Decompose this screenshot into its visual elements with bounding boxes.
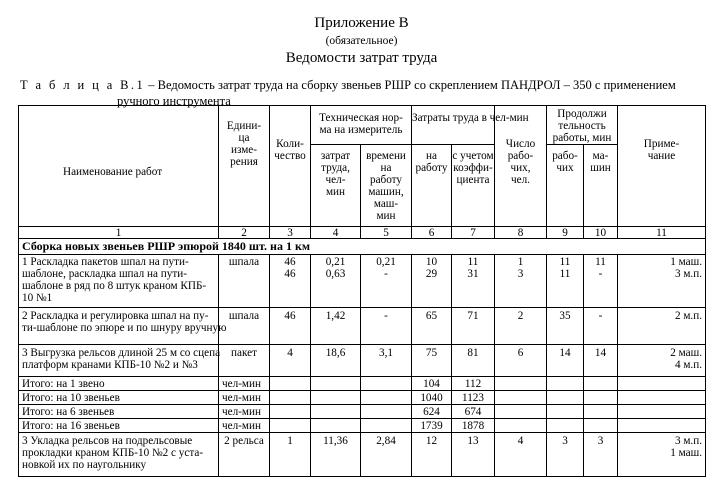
note-cell: 3 м.п. 1 маш. xyxy=(670,435,702,459)
norm-machine-cell: 3,1 xyxy=(379,347,393,359)
labor-coef-cell: 112 xyxy=(464,378,482,390)
unit-cell: шпала xyxy=(228,310,260,322)
col-number: 7 xyxy=(470,227,476,239)
labor-coef-cell: 13 xyxy=(467,435,479,447)
labor-work-cell: 12 xyxy=(425,435,438,447)
col-header-duration-machines: ма- шин xyxy=(590,150,611,174)
appendix-title: Приложение В xyxy=(314,15,409,31)
labor-coef-cell: 11 31 xyxy=(467,256,479,280)
col-number: 10 xyxy=(594,227,607,239)
norm-machine-cell: 2,84 xyxy=(376,435,396,447)
labor-work-cell: 65 xyxy=(425,310,438,322)
qty-cell: 46 46 xyxy=(284,256,296,280)
note-cell: 1 маш. 3 м.п. xyxy=(670,256,702,280)
duration-machines-cell: 3 xyxy=(597,435,604,447)
norm-labor-cell: 1,42 xyxy=(325,310,346,322)
labor-work-cell: 624 xyxy=(423,406,440,418)
labor-work-cell: 75 xyxy=(425,347,438,359)
qty-cell: 46 xyxy=(284,310,296,322)
unit-cell: шпала xyxy=(228,256,260,268)
duration-workers-cell: 11 11 xyxy=(559,256,571,280)
workers-cell: 2 xyxy=(517,310,524,322)
col-header-labor-group: Затраты труда в чел-мин xyxy=(412,112,529,124)
total-unit: чел-мин xyxy=(222,392,261,404)
labor-coef-cell: 71 xyxy=(467,310,479,322)
total-unit: чел-мин xyxy=(222,420,261,432)
unit-cell: пакет xyxy=(231,347,257,359)
norm-labor-cell: 11,36 xyxy=(323,435,348,447)
qty-cell: 1 xyxy=(287,435,293,447)
col-header-workers: Число рабо- чих, чел. xyxy=(505,138,536,186)
labor-coef-cell: 1878 xyxy=(461,420,485,432)
col-header-name: Наименование работ xyxy=(63,166,163,178)
appendix-status: (обязательное) xyxy=(325,35,398,47)
work-name: 3 Укладка рельсов на подрельсовые прокладки краном КПБ-10 №2 с уста- новкой их по наугольнику xyxy=(22,435,204,471)
total-label: Итого: на 6 звеньев xyxy=(22,406,115,418)
labor-work-cell: 1739 xyxy=(420,420,443,432)
note-cell: 2 маш. 4 м.п. xyxy=(670,347,702,371)
total-label: Итого: на 1 звено xyxy=(22,378,105,390)
col-number: 6 xyxy=(428,227,435,239)
table-caption-continued: ручного инструмента xyxy=(117,94,231,108)
col-header-norm-group: Техническая нор- ма на измеритель xyxy=(319,112,403,136)
workers-cell: 4 xyxy=(517,435,524,447)
labor-coef-cell: 81 xyxy=(467,347,479,359)
labor-work-cell: 10 29 xyxy=(425,256,438,280)
col-header-duration-workers: рабо- чих xyxy=(552,150,578,174)
total-label: Итого: на 16 звеньев xyxy=(22,420,120,432)
col-number: 3 xyxy=(287,227,293,239)
col-number: 2 xyxy=(241,227,247,239)
work-name: 2 Раскладка и регулировка шпал на пу- ти-шаблоне по эпюре и по шнуру вручную xyxy=(22,310,227,334)
labor-coef-cell: 1123 xyxy=(462,392,484,404)
col-number: 8 xyxy=(517,227,524,239)
norm-labor-cell: 0,21 0,63 xyxy=(325,256,346,280)
duration-machines-cell: 11 - xyxy=(595,256,606,280)
col-header-qty: Коли- чество xyxy=(274,138,306,162)
col-header-norm-labor: затрат труда, чел- мин xyxy=(320,150,351,198)
col-header-note: Приме- чание xyxy=(643,138,680,162)
col-number: 5 xyxy=(383,227,389,239)
work-name: 1 Раскладка пакетов шпал на пути- шаблоне, раскладка шпал на пути- шаблоне в ряд по 8 штук краном КПБ- 10 №1 xyxy=(22,256,207,304)
labor-work-cell: 104 xyxy=(423,378,440,390)
norm-machine-cell: - xyxy=(384,310,388,322)
total-label: Итого: на 10 звеньев xyxy=(22,392,120,404)
col-number: 4 xyxy=(332,227,339,239)
col-number: 1 xyxy=(115,227,122,239)
labor-work-cell: 1040 xyxy=(420,392,443,404)
col-header-norm-machine: времени на работу машин, маш- мин xyxy=(366,150,406,222)
workers-cell: 1 3 xyxy=(517,256,524,280)
qty-cell: 4 xyxy=(287,347,293,359)
duration-workers-cell: 14 xyxy=(559,347,571,359)
labor-coef-cell: 674 xyxy=(464,406,482,418)
document-title: Ведомости затрат труда xyxy=(285,50,438,66)
work-name: 3 Выгрузка рельсов длиной 25 м со сцепа платформ кранами КПБ-10 №2 и №3 xyxy=(22,347,221,371)
col-number: 11 xyxy=(656,227,667,239)
col-header-labor-work: на работу xyxy=(415,150,448,174)
col-header-duration-group: Продолжи тельность работы, мин xyxy=(552,108,612,144)
col-number: 9 xyxy=(562,227,568,239)
unit-cell: 2 рельса xyxy=(224,435,264,447)
col-header-labor-coef: с учетом коэффи- циента xyxy=(452,150,494,186)
duration-machines-cell: - xyxy=(598,310,603,322)
col-header-unit: Едини- ца изме- рения xyxy=(226,120,262,168)
duration-workers-cell: 35 xyxy=(559,310,571,322)
note-cell: 2 м.п. xyxy=(674,310,702,322)
table-label: Т а б л и ц а В.1 xyxy=(20,78,146,92)
duration-workers-cell: 3 xyxy=(562,435,568,447)
total-unit: чел-мин xyxy=(222,378,261,390)
norm-labor-cell: 18,6 xyxy=(325,347,346,359)
section-title: Сборка новых звеньев РШР эпюрой 1840 шт. на 1 км xyxy=(22,239,311,253)
table-caption-text: – Ведомость затрат труда на сборку звеньев РШР со скреплением ПАНДРОЛ – 350 с применением xyxy=(145,78,676,92)
norm-machine-cell: 0,21 - xyxy=(376,256,396,280)
duration-machines-cell: 14 xyxy=(594,347,607,359)
workers-cell: 6 xyxy=(517,347,524,359)
total-unit: чел-мин xyxy=(222,406,261,418)
